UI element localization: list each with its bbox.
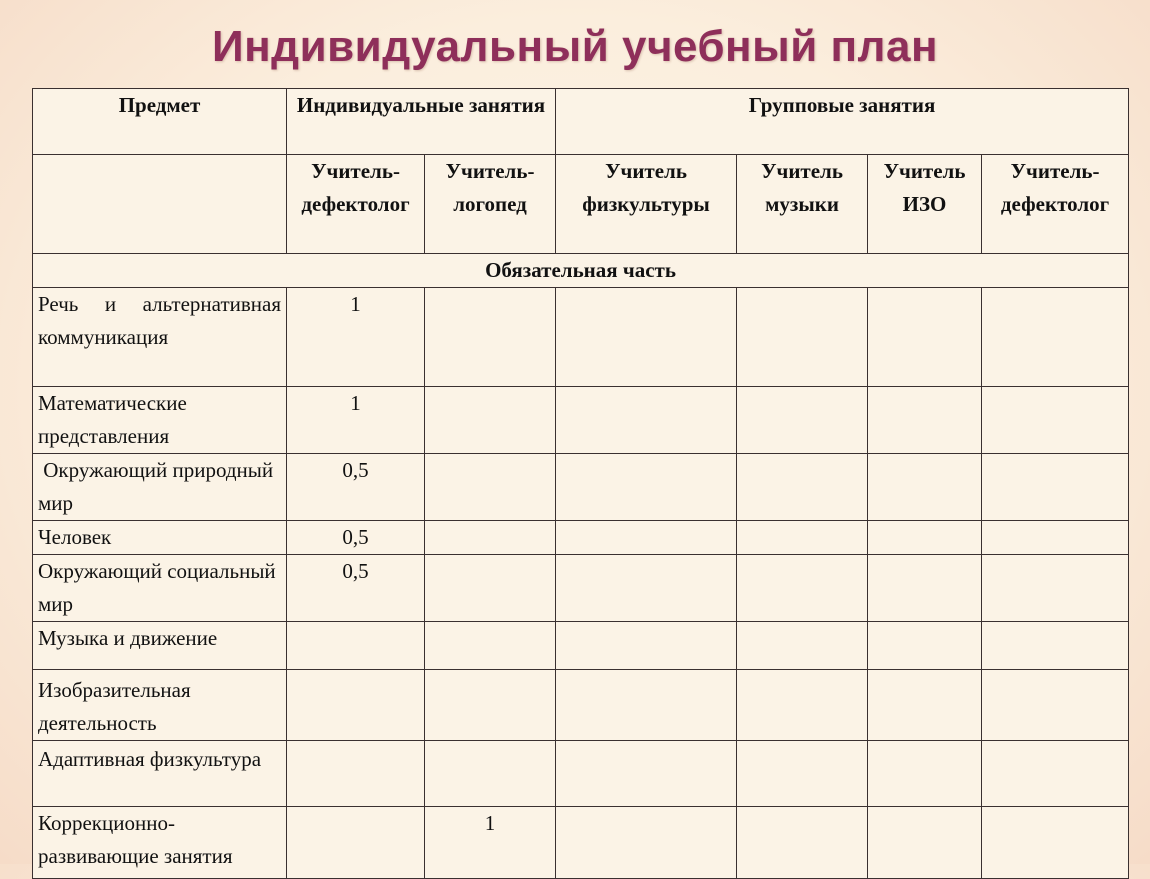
header-row-main (33, 89, 1129, 155)
hours-cell (737, 622, 868, 670)
hours-cell (868, 622, 982, 670)
hours-cell (556, 741, 737, 807)
header-teacher-speech-therapist: Учитель-логопед (425, 155, 556, 254)
header-empty-cell (33, 155, 287, 254)
subject-cell: Адаптивная физкультура (33, 741, 287, 807)
hours-cell (868, 807, 982, 879)
header-subject: Предмет (33, 89, 287, 155)
hours-cell (868, 670, 982, 741)
hours-cell (737, 741, 868, 807)
hours-cell (982, 622, 1129, 670)
page-title: Индивидуальный учебный план (211, 22, 939, 71)
hours-cell (425, 555, 556, 622)
hours-cell (868, 387, 982, 454)
table-row (33, 387, 1129, 454)
hours-cell (982, 555, 1129, 622)
hours-cell (982, 670, 1129, 741)
hours-cell: 1 (425, 807, 556, 879)
hours-cell (556, 622, 737, 670)
hours-cell (868, 555, 982, 622)
section-label: Обязательная часть (33, 254, 1129, 288)
hours-cell (556, 670, 737, 741)
hours-cell (737, 670, 868, 741)
subject-cell: Музыка и движение (33, 622, 287, 670)
hours-cell (556, 807, 737, 879)
hours-cell: 1 (287, 387, 425, 454)
table-row (33, 807, 1129, 879)
subject-cell: Изобразительная деятельность (33, 670, 287, 741)
subject-cell: Человек (33, 521, 287, 555)
hours-cell (737, 807, 868, 879)
hours-cell (425, 622, 556, 670)
hours-cell (425, 670, 556, 741)
table-row (33, 288, 1129, 387)
hours-cell: 1 (287, 288, 425, 387)
hours-cell (287, 670, 425, 741)
subject-cell: Математические представления (33, 387, 287, 454)
hours-cell: 0,5 (287, 454, 425, 521)
hours-cell (982, 454, 1129, 521)
table-row (33, 555, 1129, 622)
hours-cell (425, 521, 556, 555)
study-plan-table (32, 88, 1129, 879)
hours-cell (868, 454, 982, 521)
subject-cell: Речь и альтернативная коммуникация (33, 288, 287, 387)
hours-cell: 0,5 (287, 555, 425, 622)
subject-cell: Окружающий природный мир (33, 454, 287, 521)
hours-cell (982, 741, 1129, 807)
table-row (33, 521, 1129, 555)
table-row (33, 741, 1129, 807)
hours-cell (982, 387, 1129, 454)
hours-cell (737, 521, 868, 555)
hours-cell (982, 521, 1129, 555)
hours-cell (425, 387, 556, 454)
header-row-teachers (33, 155, 1129, 254)
table-row (33, 454, 1129, 521)
hours-cell (868, 288, 982, 387)
subject-cell: Коррекционно-развивающие занятия (33, 807, 287, 879)
hours-cell (556, 288, 737, 387)
header-teacher-music: Учитель музыки (737, 155, 868, 254)
hours-cell (737, 454, 868, 521)
hours-cell (737, 555, 868, 622)
header-individual: Индивидуальные занятия (287, 89, 556, 155)
hours-cell (425, 741, 556, 807)
hours-cell: 0,5 (287, 521, 425, 555)
hours-cell (556, 521, 737, 555)
header-teacher-pe: Учитель физкультуры (556, 155, 737, 254)
hours-cell (287, 807, 425, 879)
section-row (33, 254, 1129, 288)
hours-cell (425, 288, 556, 387)
hours-cell (982, 807, 1129, 879)
hours-cell (287, 622, 425, 670)
hours-cell (425, 454, 556, 521)
hours-cell (737, 387, 868, 454)
header-teacher-art: Учитель ИЗО (868, 155, 982, 254)
hours-cell (287, 741, 425, 807)
table-row (33, 622, 1129, 670)
hours-cell (556, 454, 737, 521)
hours-cell (556, 555, 737, 622)
header-teacher-defectologist-group: Учитель-дефектолог (982, 155, 1129, 254)
hours-cell (737, 288, 868, 387)
table-row (33, 670, 1129, 741)
subject-cell: Окружающий социальный мир (33, 555, 287, 622)
hours-cell (556, 387, 737, 454)
hours-cell (868, 741, 982, 807)
header-teacher-defectologist: Учитель-дефектолог (287, 155, 425, 254)
header-group: Групповые занятия (556, 89, 1129, 155)
hours-cell (868, 521, 982, 555)
hours-cell (982, 288, 1129, 387)
